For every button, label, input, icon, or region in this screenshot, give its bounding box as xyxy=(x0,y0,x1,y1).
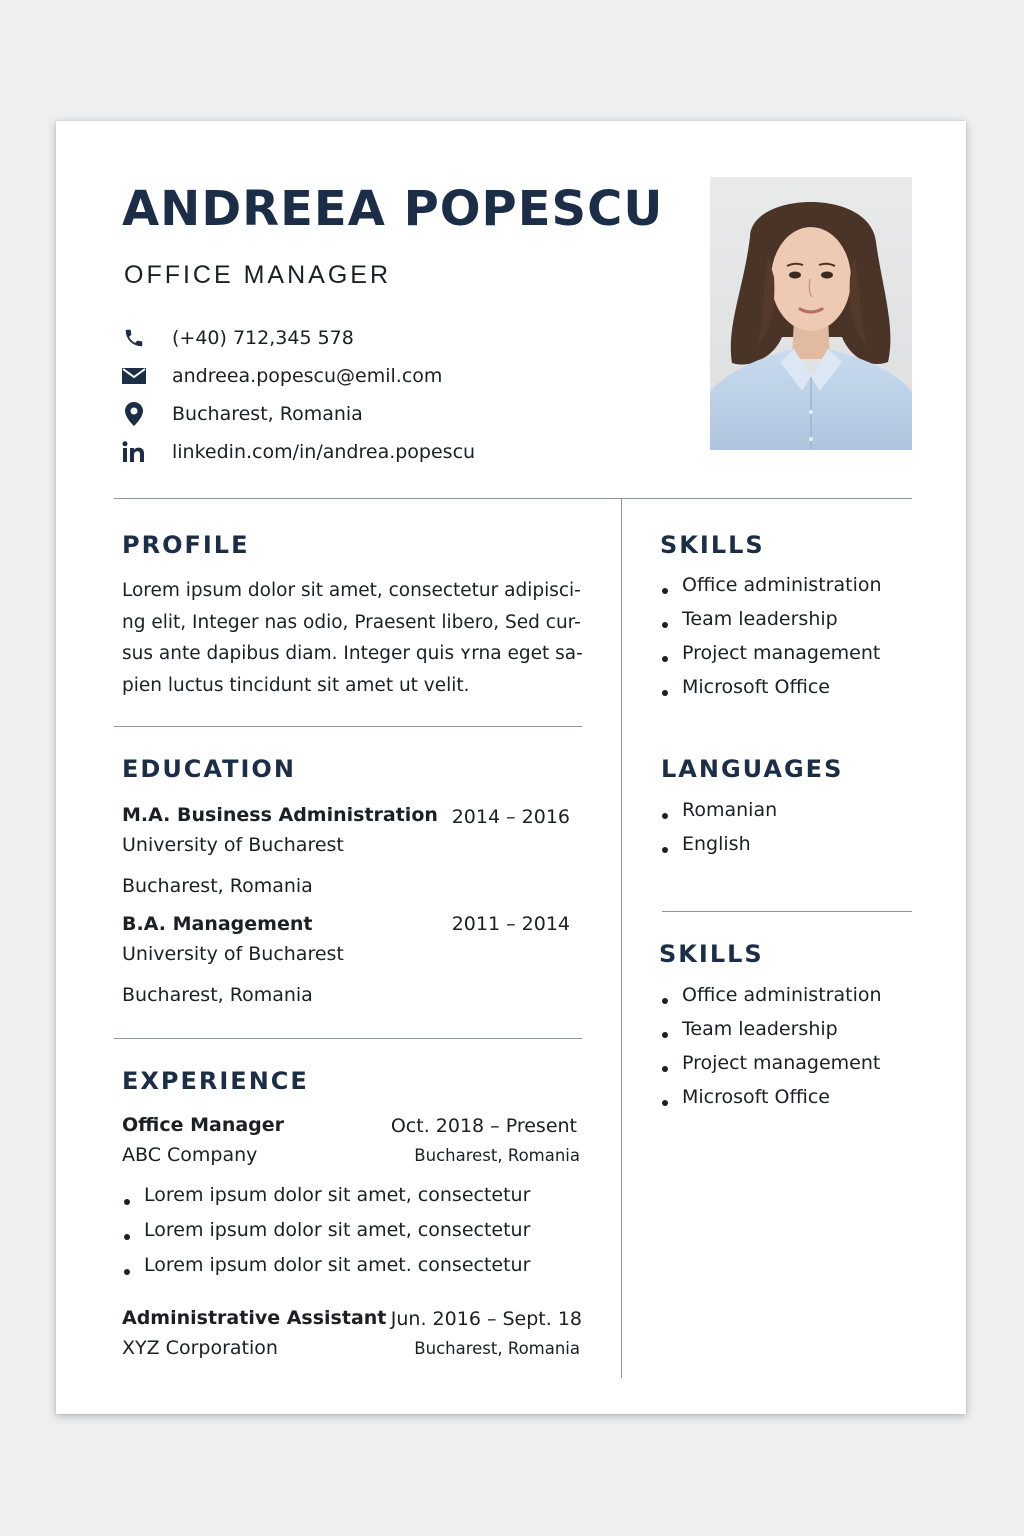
education-location: Bucharest, Romania xyxy=(122,875,313,897)
education-location: Bucharest, Romania xyxy=(122,984,313,1006)
profile-text xyxy=(122,575,583,701)
skill-item: Team leadership xyxy=(660,1018,882,1052)
skills-list xyxy=(660,574,882,710)
skill-item: Project management xyxy=(660,1052,882,1086)
profile-line: Lorem ipsum dolor sit amet, consectetur adipisci- xyxy=(122,580,581,601)
column-divider xyxy=(621,498,622,1378)
education-degree: B.A. Management xyxy=(122,913,313,935)
job-bullet: Lorem ipsum dolor sit amet, consectetur xyxy=(122,1184,530,1219)
languages-heading: LANGUAGES xyxy=(661,755,844,783)
profile-photo xyxy=(710,177,912,450)
profile-line: sus ante dapibus diam. Integer quis ʏrna eget sa- xyxy=(122,643,583,664)
job-dates: Jun. 2016 – Sept. 18 xyxy=(390,1308,582,1330)
education-school: University of Bucharest xyxy=(122,943,344,965)
languages-divider xyxy=(662,911,912,912)
job-location: Bucharest, Romania xyxy=(414,1339,580,1358)
experience-heading: EXPERIENCE xyxy=(122,1067,309,1095)
skill-item: Office administration xyxy=(660,984,882,1018)
skill-item: Office administration xyxy=(660,574,882,608)
email-text: andreea.popescu@emil.com xyxy=(172,365,443,387)
job-dates: Oct. 2018 – Present xyxy=(390,1115,577,1137)
profile-divider xyxy=(114,726,582,727)
header-divider xyxy=(114,498,912,499)
contact-location xyxy=(122,399,363,429)
education-degree: M.A. Business Administration xyxy=(122,804,438,826)
email-icon xyxy=(122,364,146,388)
phone-text: (+40) 712,345 578 xyxy=(172,327,354,349)
skills-list xyxy=(660,984,882,1120)
profile-heading: PROFILE xyxy=(122,531,250,559)
education-heading: EDUCATION xyxy=(122,755,296,783)
job-bullets xyxy=(122,1184,530,1289)
linkedin-icon xyxy=(122,440,146,464)
contact-email xyxy=(122,361,442,391)
language-item: Romanian xyxy=(660,799,777,833)
job-bullet: Lorem ipsum dolor sit amet. consectetur xyxy=(122,1254,530,1289)
candidate-title: OFFICE MANAGER xyxy=(124,261,392,289)
job-location: Bucharest, Romania xyxy=(414,1146,580,1165)
education-dates: 2011 – 2014 xyxy=(451,913,570,935)
profile-line: pien luctus tincidunt sit amet ut velit. xyxy=(122,674,470,696)
education-school: University of Bucharest xyxy=(122,834,344,856)
education-divider xyxy=(114,1038,582,1039)
skills-heading: SKILLS xyxy=(659,940,764,968)
job-company: XYZ Corporation xyxy=(122,1337,278,1359)
job-company: ABC Company xyxy=(122,1144,258,1166)
location-text: Bucharest, Romania xyxy=(172,403,363,425)
job-role: Office Manager xyxy=(122,1114,285,1136)
candidate-name: ANDREEA POPESCU xyxy=(122,181,664,237)
skill-item: Microsoft Office xyxy=(660,676,882,710)
skill-item: Team leadership xyxy=(660,608,882,642)
resume-page xyxy=(56,121,966,1414)
language-item: English xyxy=(660,833,777,867)
contact-phone xyxy=(122,323,354,353)
job-role: Administrative Assistant xyxy=(122,1307,387,1329)
skill-item: Project management xyxy=(660,642,882,676)
phone-icon xyxy=(122,326,146,350)
profile-line: ng elit, Integer nas odio, Praesent libero, Sed cur- xyxy=(122,611,581,633)
location-pin-icon xyxy=(122,402,146,426)
education-dates: 2014 – 2016 xyxy=(451,806,570,828)
languages-list xyxy=(660,799,777,867)
skills-heading: SKILLS xyxy=(660,531,765,559)
skill-item: Microsoft Office xyxy=(660,1086,882,1120)
contact-linkedin xyxy=(122,437,475,467)
linkedin-text: linkedin.com/in/andrea.popescu xyxy=(172,441,476,463)
job-bullet: Lorem ipsum dolor sit amet, consectetur xyxy=(122,1219,530,1254)
